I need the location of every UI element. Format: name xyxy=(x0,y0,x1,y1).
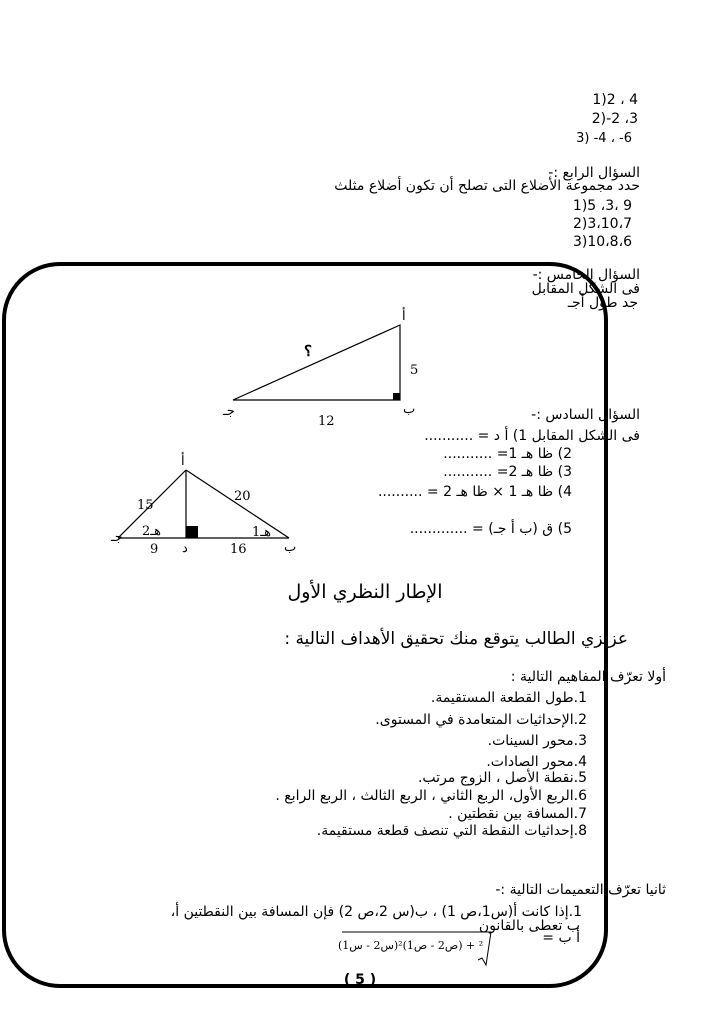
q4-option-3: 10،8،6(3 xyxy=(572,234,632,250)
fig1-vertex-a: أ xyxy=(402,309,406,324)
page-number: ( 5 ) xyxy=(343,972,377,988)
section-title: الإطار النظري الأول xyxy=(287,581,443,603)
q3-answer-3: 6- ، 4- (3 xyxy=(576,131,632,146)
q6-item-3: 3) ظا هـ 2= ........... xyxy=(443,464,572,480)
fig2-vertex-b: ب xyxy=(284,540,297,555)
concept-item-5: 5.نقطة الأصل ، الزوج مرتب. xyxy=(417,770,587,786)
q6-item-1: 1) أ د = ........... xyxy=(424,428,528,444)
concepts-heading: أولا تعرّف المفاهيم التالية : xyxy=(510,669,666,685)
concept-item-8: 8.إحداثيات النقطة التي تنصف قطعة مستقيمة. xyxy=(316,823,587,839)
q3-answer-2: 3، 2-(2 xyxy=(591,111,638,127)
fig2-vertex-c: جـ xyxy=(111,530,123,545)
q6-intro: فى الشكل المقابل xyxy=(531,428,640,444)
q3-answer-1: 4 ، 2(1 xyxy=(592,92,638,108)
concept-item-3: 3.محور السينات. xyxy=(487,733,587,749)
fig1-vertex-c: جـ xyxy=(223,404,235,419)
fig2-side-20: 20 xyxy=(234,489,251,504)
goals-intro: عزيزي الطالب يتوقع منك تحقيق الأهداف التالية : xyxy=(284,629,628,649)
fig2-angle-h1: هـ1 xyxy=(252,525,271,540)
q5-title: السؤال الخامس :- xyxy=(532,267,640,283)
q6-item-4: 4) ظا هـ 1 × ظا هـ 2 = .......... xyxy=(377,484,572,500)
generalizations-heading: ثانيا تعرّف التعميمات التالية :- xyxy=(495,882,666,898)
q4-title: السؤال الرابع :- xyxy=(548,165,640,181)
fig2-side-15: 15 xyxy=(137,498,154,513)
concept-item-2: 2.الإحداثيات المتعامدة في المستوى. xyxy=(375,712,587,728)
fig1-unknown: ؟ xyxy=(304,342,312,360)
fig2-side-9: 9 xyxy=(150,542,159,557)
q6-title: السؤال السادس :- xyxy=(531,407,640,423)
q5-line2: جد طول أجـ xyxy=(567,295,638,311)
fig2-angle-h2: هـ2 xyxy=(142,524,161,539)
q4-option-2: 3،10،7(2 xyxy=(572,216,632,232)
q6-item-2: 2) ظا هـ 1= ........... xyxy=(443,446,572,462)
concept-item-1: 1.طول القطعة المستقيمة. xyxy=(430,690,587,706)
concept-item-7: 7.المسافة بين نقطتين . xyxy=(448,806,587,822)
generalization-item-1: 1.إذا كانت أ(س1،ص 1) ، ب(س 2،ص 2) فإن المسافة بين النقطتين أ، xyxy=(170,904,582,920)
fig2-side-16: 16 xyxy=(230,542,247,557)
q5-line1: فى الشكل المقابل xyxy=(531,281,640,297)
fig2-vertex-d: د xyxy=(182,541,188,556)
fig1-vertex-b: ب xyxy=(403,402,416,417)
concept-item-4: 4.محور الصادات. xyxy=(486,754,587,770)
q4-prompt: حدد مجموعة الأضلاع التى تصلح أن تكون أضلاع مثلث xyxy=(334,178,640,194)
fig2-vertex-a: أ xyxy=(181,454,185,469)
generalization-item-1-cont: ب تعطى بالقانون xyxy=(478,918,580,934)
concept-item-6: 6.الربع الأول، الربع الثاني ، الربع الثالث ، الربع الرابع . xyxy=(275,788,587,804)
fig1-side-ab: 5 xyxy=(410,363,419,378)
fig1-side-bc: 12 xyxy=(318,414,335,429)
q6-item-5: 5) ق (ب أ جـ) = ............. xyxy=(409,521,572,537)
distance-ab-label: أ ب = xyxy=(542,930,580,946)
q4-option-1: 9 ،3، 5(1 xyxy=(572,198,632,214)
distance-formula: (س2 - س1)² + (ص2 - ص1)² xyxy=(338,939,484,952)
